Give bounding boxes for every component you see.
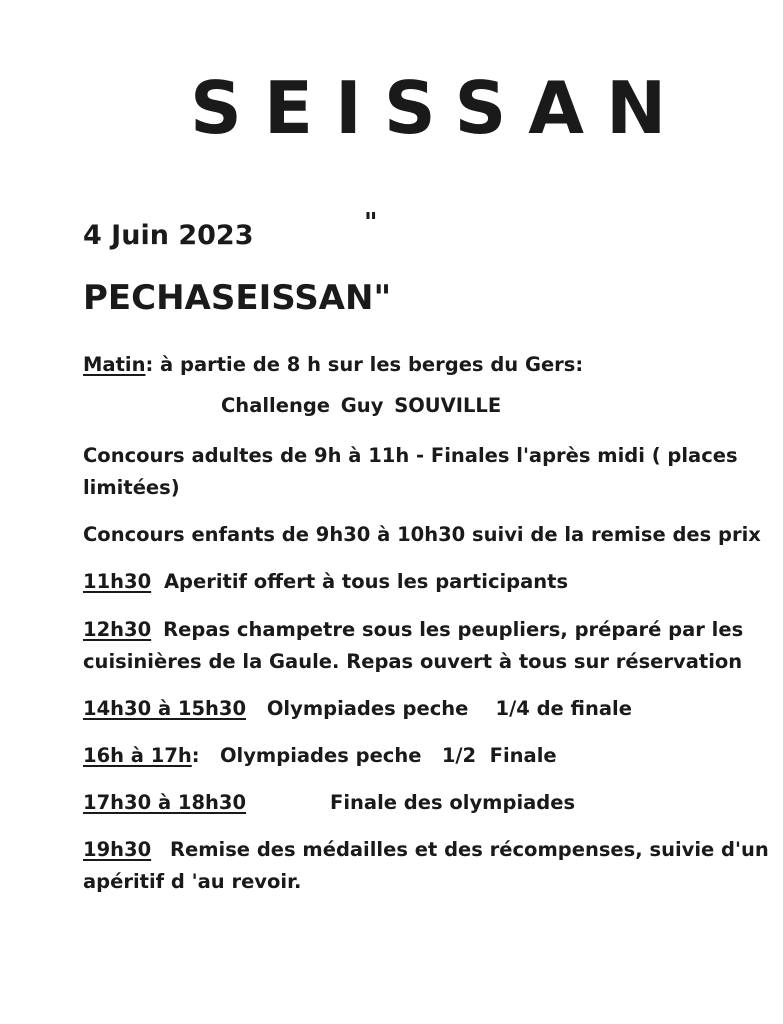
adults-line-2: limitées) bbox=[83, 476, 180, 499]
schedule-text: Olympiades peche 1/4 de finale bbox=[266, 697, 632, 720]
event-name: PECHASEISSAN" bbox=[83, 278, 392, 318]
schedule-item-1730 bbox=[83, 787, 575, 819]
schedule-time: 12h30 bbox=[83, 618, 152, 641]
challenge-name: Challenge Guy SOUVILLE bbox=[221, 394, 502, 417]
schedule-item-1230-line-2: cuisinières de la Gaule. Repas ouvert à tous sur réservation bbox=[83, 650, 743, 673]
adults-line-1: Concours adultes de 9h à 11h - Finales l'après midi ( places bbox=[83, 444, 738, 467]
schedule-time: 14h30 à 15h30 bbox=[83, 697, 247, 720]
schedule-text: : Olympiades peche 1/2 Finale bbox=[191, 744, 557, 767]
morning-line bbox=[83, 349, 583, 381]
schedule-time: 16h à 17h bbox=[83, 744, 192, 767]
schedule-text: Finale des olympiades bbox=[330, 791, 576, 814]
schedule-item-1230 bbox=[83, 614, 743, 646]
schedule-item-1130 bbox=[83, 566, 568, 598]
schedule-time: 19h30 bbox=[83, 838, 152, 861]
schedule-item-1600 bbox=[83, 740, 557, 772]
schedule-text: Remise des médailles et des récompenses, suivie d'un bbox=[169, 838, 769, 861]
schedule-item-1430 bbox=[83, 693, 632, 725]
schedule-time: 17h30 à 18h30 bbox=[83, 791, 247, 814]
town-title: SEISSAN bbox=[190, 66, 689, 150]
opening-quote: " bbox=[364, 208, 378, 238]
morning-label: Matin bbox=[83, 353, 146, 376]
morning-text: : à partie de 8 h sur les berges du Gers: bbox=[145, 353, 584, 376]
schedule-text: Repas champetre sous les peupliers, préparé par les bbox=[163, 618, 744, 641]
children-line: Concours enfants de 9h30 à 10h30 suivi de la remise des prix bbox=[83, 523, 761, 546]
schedule-item-1930-line-2: apéritif d 'au revoir. bbox=[83, 870, 302, 893]
schedule-time: 11h30 bbox=[83, 570, 152, 593]
event-date: 4 Juin 2023 bbox=[83, 220, 254, 251]
schedule-item-1930 bbox=[83, 834, 769, 866]
schedule-text: Aperitif offert à tous les participants bbox=[163, 570, 569, 593]
